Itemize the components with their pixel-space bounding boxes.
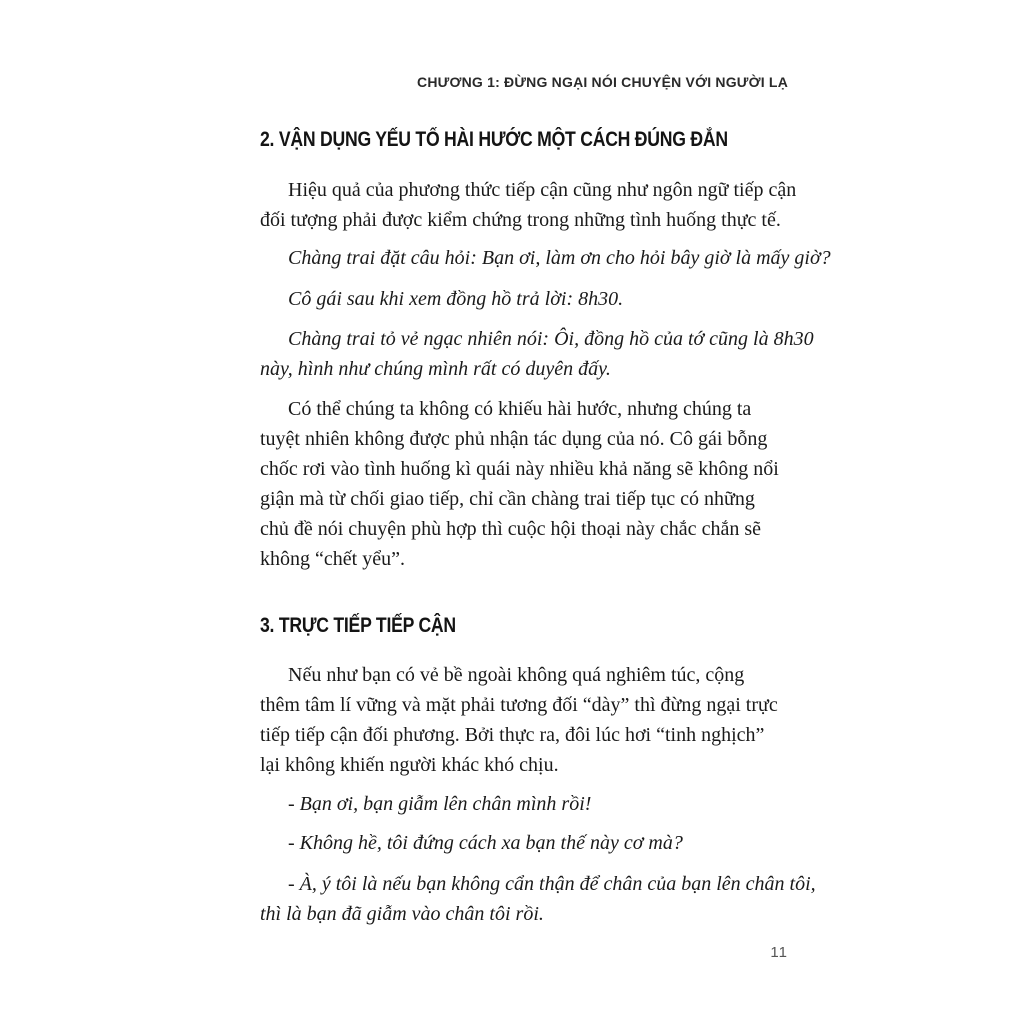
dialogue-line <box>260 324 814 384</box>
text-line: lại không khiến người khác khó chịu. <box>260 754 559 776</box>
text-line: giận mà từ chối giao tiếp, chỉ cần chàng trai tiếp tục có những <box>260 488 755 510</box>
running-header: CHƯƠNG 1: ĐỪNG NGẠI NÓI CHUYỆN VỚI NGƯỜI LẠ <box>417 74 788 90</box>
text-line: Có thể chúng ta không có khiếu hài hước, nhưng chúng ta <box>288 398 752 420</box>
text-line: chủ đề nói chuyện phù hợp thì cuộc hội thoại này chắc chắn sẽ <box>260 518 761 540</box>
section-heading-2: 2. VẬN DỤNG YẾU TỐ HÀI HƯỚC MỘT CÁCH ĐÚNG ĐẮN <box>260 128 728 151</box>
dialogue-line <box>260 789 796 819</box>
text-line: - Bạn ơi, bạn giẫm lên chân mình rồi! <box>288 793 592 815</box>
text-line: chốc rơi vào tình huống kì quái này nhiều khả năng sẽ không nổi <box>260 458 779 480</box>
dialogue-line <box>260 869 816 929</box>
section2-body-paragraph <box>260 394 796 574</box>
text-line: tiếp tiếp cận đối phương. Bởi thực ra, đôi lúc hơi “tinh nghịch” <box>260 724 765 746</box>
text-line: thì là bạn đã giẫm vào chân tôi rồi. <box>260 903 544 925</box>
text-line: Chàng trai đặt câu hỏi: Bạn ơi, làm ơn cho hỏi bây giờ là mấy giờ? <box>288 247 831 269</box>
dialogue-line <box>260 284 796 314</box>
text-line: Nếu như bạn có vẻ bề ngoài không quá nghiêm túc, cộng <box>288 664 745 686</box>
section-heading-3: 3. TRỰC TIẾP TIẾP CẬN <box>260 614 456 637</box>
section3-body-paragraph <box>260 660 796 780</box>
text-line: Hiệu quả của phương thức tiếp cận cũng như ngôn ngữ tiếp cận <box>288 179 797 201</box>
text-line: không “chết yểu”. <box>260 548 405 570</box>
text-line: thêm tâm lí vững và mặt phải tương đối “dày” thì đừng ngại trực <box>260 694 778 716</box>
section2-intro-paragraph <box>260 175 796 235</box>
text-line: Cô gái sau khi xem đồng hồ trả lời: 8h30. <box>288 288 624 310</box>
dialogue-line <box>260 828 796 858</box>
text-line: tuyệt nhiên không được phủ nhận tác dụng của nó. Cô gái bỗng <box>260 428 768 450</box>
text-line: Chàng trai tỏ vẻ ngạc nhiên nói: Ôi, đồng hồ của tớ cũng là 8h30 <box>288 328 814 350</box>
text-line: đối tượng phải được kiểm chứng trong những tình huống thực tế. <box>260 209 781 231</box>
dialogue-line <box>260 243 831 273</box>
text-line: này, hình như chúng mình rất có duyên đấy. <box>260 358 611 380</box>
text-line: - À, ý tôi là nếu bạn không cẩn thận để chân của bạn lên chân tôi, <box>288 873 816 895</box>
text-line: - Không hề, tôi đứng cách xa bạn thế này cơ mà? <box>288 832 683 854</box>
page-number: 11 <box>770 944 788 961</box>
